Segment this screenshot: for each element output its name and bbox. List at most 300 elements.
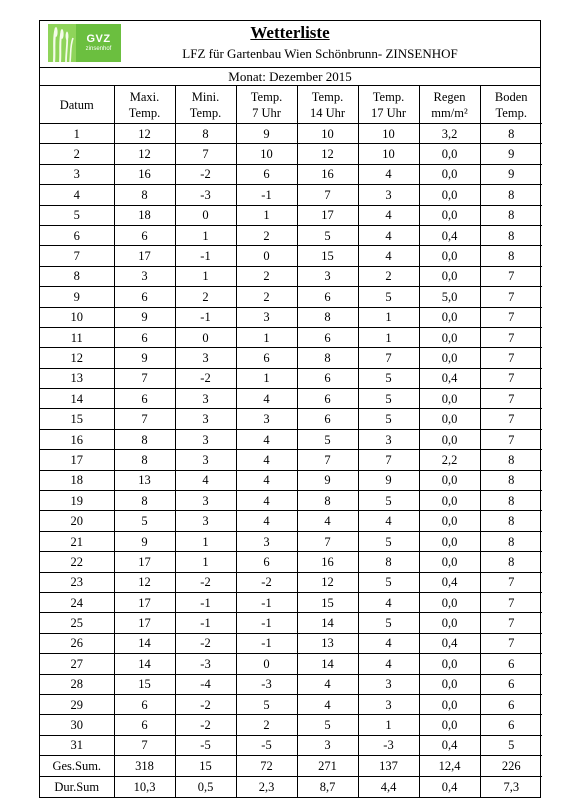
table-row xyxy=(40,368,542,388)
table-cell: 0,0 xyxy=(419,348,480,368)
table-cell: 1 xyxy=(175,225,236,245)
table-cell: 5 xyxy=(297,429,358,449)
table-cell: 5 xyxy=(297,715,358,735)
table-cell: 2,2 xyxy=(419,450,480,470)
table-cell: 24 xyxy=(40,592,114,612)
table-cell: 12 xyxy=(114,124,175,144)
table-cell: 7 xyxy=(358,450,419,470)
table-cell: 8 xyxy=(480,225,542,245)
table-cell: 0,0 xyxy=(419,266,480,286)
table-cell: 0,0 xyxy=(419,694,480,714)
table-cell: 8 xyxy=(114,450,175,470)
table-cell: 6 xyxy=(297,287,358,307)
table-row xyxy=(40,389,542,409)
table-cell: 3 xyxy=(40,164,114,184)
table-row xyxy=(40,327,542,347)
table-cell: 7 xyxy=(480,613,542,633)
table-cell: 0,5 xyxy=(175,777,236,798)
table-cell: 7 xyxy=(480,348,542,368)
table-cell: 8 xyxy=(480,470,542,490)
page-subtitle: LFZ für Gartenbau Wien Schönbrunn- ZINSENHOF xyxy=(182,46,458,61)
table-cell: 4 xyxy=(236,389,297,409)
table-cell: 4 xyxy=(236,450,297,470)
table-cell: 8 xyxy=(114,429,175,449)
table-cell: 17 xyxy=(114,552,175,572)
table-cell: 14 xyxy=(40,389,114,409)
table-cell: 5 xyxy=(358,389,419,409)
table-cell: 12 xyxy=(297,144,358,164)
table-cell: 0,0 xyxy=(419,409,480,429)
table-cell: 2 xyxy=(236,287,297,307)
table-header-row xyxy=(40,86,542,124)
table-cell: 3 xyxy=(358,185,419,205)
table-cell: 16 xyxy=(40,429,114,449)
column-header-line: Regen xyxy=(433,89,466,104)
table-cell: 0,0 xyxy=(419,185,480,205)
table-row xyxy=(40,144,542,164)
table-cell: 7 xyxy=(175,144,236,164)
table-cell: 19 xyxy=(40,491,114,511)
table-cell: 10 xyxy=(40,307,114,327)
table-cell: 8 xyxy=(480,531,542,551)
column-header xyxy=(480,86,542,124)
table-cell: 9 xyxy=(236,124,297,144)
table-cell: 7 xyxy=(114,735,175,755)
table-cell: 8 xyxy=(480,185,542,205)
table-cell: 5 xyxy=(297,225,358,245)
table-cell: 318 xyxy=(114,756,175,777)
table-cell: 7 xyxy=(480,633,542,653)
table-cell: 16 xyxy=(114,164,175,184)
table-cell: 29 xyxy=(40,694,114,714)
table-cell: 7 xyxy=(480,287,542,307)
table-cell: -3 xyxy=(236,674,297,694)
table-cell: 17 xyxy=(297,205,358,225)
table-cell: 9 xyxy=(297,470,358,490)
table-cell: -1 xyxy=(236,613,297,633)
table-cell: 5 xyxy=(358,572,419,592)
table-cell: 15 xyxy=(175,756,236,777)
table-cell: 20 xyxy=(40,511,114,531)
table-cell: 9 xyxy=(358,470,419,490)
table-cell: 0 xyxy=(175,205,236,225)
table-cell: 0,0 xyxy=(419,144,480,164)
table-cell: 1 xyxy=(358,327,419,347)
table-cell: 6 xyxy=(480,715,542,735)
table-cell: 4 xyxy=(236,470,297,490)
table-cell: -1 xyxy=(175,613,236,633)
column-header xyxy=(114,86,175,124)
table-cell: 0,0 xyxy=(419,327,480,347)
table-cell: 2 xyxy=(236,715,297,735)
table-cell: 4 xyxy=(358,225,419,245)
table-cell: 16 xyxy=(297,552,358,572)
table-row xyxy=(40,205,542,225)
column-header-line: Boden xyxy=(494,89,528,104)
table-row xyxy=(40,450,542,470)
table-row xyxy=(40,531,542,551)
table-row xyxy=(40,409,542,429)
table-cell: 0,0 xyxy=(419,511,480,531)
table-cell: 4 xyxy=(297,511,358,531)
table-cell: 0,0 xyxy=(419,470,480,490)
table-cell: 3 xyxy=(297,266,358,286)
table-cell: 3 xyxy=(175,429,236,449)
table-cell: 7,3 xyxy=(480,777,542,798)
table-cell: 5 xyxy=(358,409,419,429)
table-cell: 7 xyxy=(480,266,542,286)
table-cell: 8 xyxy=(480,205,542,225)
column-header-line: Temp. xyxy=(189,105,222,120)
table-cell: 9 xyxy=(480,164,542,184)
table-cell: 15 xyxy=(114,674,175,694)
table-cell: 7 xyxy=(297,450,358,470)
table-cell: 3 xyxy=(236,307,297,327)
summary-row xyxy=(40,756,542,777)
table-cell: 17 xyxy=(114,246,175,266)
table-cell: 0,4 xyxy=(419,572,480,592)
table-cell: 8 xyxy=(480,511,542,531)
table-cell: -5 xyxy=(236,735,297,755)
table-cell: 0,0 xyxy=(419,164,480,184)
table-cell: 8 xyxy=(297,307,358,327)
table-cell: 6 xyxy=(297,409,358,429)
table-cell: 5 xyxy=(358,491,419,511)
table-cell: 6 xyxy=(480,694,542,714)
table-cell: 8 xyxy=(480,491,542,511)
column-header xyxy=(358,86,419,124)
table-cell: 28 xyxy=(40,674,114,694)
column-header-line: mm/m² xyxy=(431,105,468,120)
table-cell: -2 xyxy=(175,368,236,388)
table-cell: 5 xyxy=(358,368,419,388)
table-cell: 4 xyxy=(175,470,236,490)
table-cell: 9 xyxy=(40,287,114,307)
table-cell: 8 xyxy=(480,246,542,266)
table-cell: -1 xyxy=(236,592,297,612)
table-cell: 10 xyxy=(358,124,419,144)
table-cell: 5,0 xyxy=(419,287,480,307)
table-cell: 0,0 xyxy=(419,307,480,327)
table-cell: 4 xyxy=(358,205,419,225)
table-cell: 0,0 xyxy=(419,552,480,572)
column-header-line: Temp. xyxy=(372,89,405,104)
table-cell: 1 xyxy=(358,307,419,327)
table-row xyxy=(40,592,542,612)
table-cell: 0,0 xyxy=(419,389,480,409)
table-cell: 7 xyxy=(297,531,358,551)
table-row xyxy=(40,307,542,327)
table-cell: 7 xyxy=(480,429,542,449)
table-cell: 8,7 xyxy=(297,777,358,798)
table-cell: 8 xyxy=(297,491,358,511)
table-cell: 7 xyxy=(40,246,114,266)
table-cell: 12 xyxy=(297,572,358,592)
table-row xyxy=(40,613,542,633)
table-cell: 0,4 xyxy=(419,777,480,798)
table-cell: 5 xyxy=(40,205,114,225)
table-cell: Dur.Sum xyxy=(40,777,114,798)
table-row xyxy=(40,225,542,245)
table-cell: 7 xyxy=(480,592,542,612)
column-header-line: Datum xyxy=(59,97,94,112)
table-cell: 226 xyxy=(480,756,542,777)
table-row xyxy=(40,552,542,572)
table-cell: 7 xyxy=(114,409,175,429)
table-cell: 25 xyxy=(40,613,114,633)
table-cell: 0 xyxy=(175,327,236,347)
table-cell: 8 xyxy=(175,124,236,144)
table-cell: 4 xyxy=(358,164,419,184)
column-header-line: 14 Uhr xyxy=(309,105,346,120)
table-cell: 4 xyxy=(297,674,358,694)
table-cell: 7 xyxy=(358,348,419,368)
table-row xyxy=(40,694,542,714)
table-cell: 7 xyxy=(480,389,542,409)
table-cell: 4 xyxy=(40,185,114,205)
table-cell: 3 xyxy=(297,735,358,755)
table-row xyxy=(40,735,542,755)
table-cell: 3,2 xyxy=(419,124,480,144)
column-header-line: 7 Uhr xyxy=(252,105,281,120)
table-row xyxy=(40,491,542,511)
table-cell: 8 xyxy=(480,552,542,572)
table-cell: 18 xyxy=(40,470,114,490)
column-header-line: Maxi. xyxy=(129,89,160,104)
table-row xyxy=(40,429,542,449)
table-cell: 6 xyxy=(297,327,358,347)
column-header-line: Temp. xyxy=(250,89,283,104)
column-header-line: Mini. xyxy=(191,89,220,104)
weather-table xyxy=(40,86,542,797)
table-cell: 12 xyxy=(114,572,175,592)
logo-tagline: zinsenhof xyxy=(85,46,112,52)
table-cell: 4 xyxy=(236,511,297,531)
table-cell: 8 xyxy=(480,124,542,144)
table-row xyxy=(40,633,542,653)
table-cell: 2 xyxy=(358,266,419,286)
table-cell: 2 xyxy=(40,144,114,164)
table-cell: 12 xyxy=(114,144,175,164)
table-cell: 7 xyxy=(480,409,542,429)
table-cell: 5 xyxy=(480,735,542,755)
table-cell: 8 xyxy=(40,266,114,286)
table-cell: 72 xyxy=(236,756,297,777)
table-cell: 1 xyxy=(175,552,236,572)
column-header xyxy=(40,86,114,124)
table-cell: -5 xyxy=(175,735,236,755)
table-cell: 6 xyxy=(236,348,297,368)
table-row xyxy=(40,246,542,266)
table-cell: 4 xyxy=(358,511,419,531)
table-cell: -3 xyxy=(175,654,236,674)
table-cell: 0,0 xyxy=(419,205,480,225)
table-cell: 137 xyxy=(358,756,419,777)
table-row xyxy=(40,470,542,490)
table-cell: 6 xyxy=(236,164,297,184)
table-cell: 2 xyxy=(236,225,297,245)
table-cell: 16 xyxy=(297,164,358,184)
table-row xyxy=(40,511,542,531)
table-cell: -3 xyxy=(358,735,419,755)
table-row xyxy=(40,185,542,205)
table-cell: 5 xyxy=(114,511,175,531)
table-cell: 30 xyxy=(40,715,114,735)
month-label: Monat: Dezember 2015 xyxy=(40,68,540,86)
table-cell: 6 xyxy=(114,389,175,409)
table-cell: 5 xyxy=(358,287,419,307)
table-cell: 9 xyxy=(114,531,175,551)
table-cell: 9 xyxy=(114,307,175,327)
summary-row xyxy=(40,777,542,798)
page-title: Wetterliste xyxy=(250,23,330,42)
table-cell: -1 xyxy=(175,307,236,327)
table-cell: 3 xyxy=(114,266,175,286)
table-cell: -2 xyxy=(175,572,236,592)
table-cell: 0,4 xyxy=(419,735,480,755)
table-cell: 0,0 xyxy=(419,674,480,694)
table-cell: 0,4 xyxy=(419,633,480,653)
table-cell: 4 xyxy=(358,246,419,266)
column-header-line: 17 Uhr xyxy=(370,105,407,120)
table-cell: 14 xyxy=(297,613,358,633)
table-cell: -4 xyxy=(175,674,236,694)
table-cell: 3 xyxy=(175,491,236,511)
sheet-header xyxy=(40,21,540,68)
table-cell: 2 xyxy=(175,287,236,307)
table-cell: 4,4 xyxy=(358,777,419,798)
table-cell: 3 xyxy=(175,409,236,429)
table-cell: 9 xyxy=(114,348,175,368)
column-header-line: Temp. xyxy=(311,89,344,104)
table-cell: 6 xyxy=(114,715,175,735)
table-row xyxy=(40,287,542,307)
table-cell: 1 xyxy=(175,531,236,551)
table-cell: 17 xyxy=(40,450,114,470)
table-cell: 3 xyxy=(175,511,236,531)
table-cell: -1 xyxy=(175,246,236,266)
table-cell: -2 xyxy=(175,715,236,735)
table-cell: -1 xyxy=(236,633,297,653)
table-cell: 14 xyxy=(114,654,175,674)
logo-wordmark: GVZ xyxy=(86,33,111,45)
table-cell: 4 xyxy=(236,491,297,511)
table-cell: 1 xyxy=(40,124,114,144)
column-header xyxy=(236,86,297,124)
column-header xyxy=(419,86,480,124)
table-cell: 8 xyxy=(114,491,175,511)
table-cell: 2,3 xyxy=(236,777,297,798)
table-cell: 17 xyxy=(114,592,175,612)
table-cell: 0,0 xyxy=(419,715,480,735)
table-cell: 13 xyxy=(114,470,175,490)
table-cell: 4 xyxy=(236,429,297,449)
table-cell: 11 xyxy=(40,327,114,347)
table-cell: 12,4 xyxy=(419,756,480,777)
table-row xyxy=(40,348,542,368)
table-cell: 0,0 xyxy=(419,654,480,674)
table-cell: 4 xyxy=(297,694,358,714)
table-cell: 17 xyxy=(114,613,175,633)
table-cell: 6 xyxy=(114,225,175,245)
table-cell: 3 xyxy=(175,389,236,409)
table-cell: 31 xyxy=(40,735,114,755)
table-cell: 1 xyxy=(175,266,236,286)
table-cell: -3 xyxy=(175,185,236,205)
column-header xyxy=(297,86,358,124)
table-row xyxy=(40,124,542,144)
table-cell: 0 xyxy=(236,654,297,674)
table-cell: 1 xyxy=(236,205,297,225)
weather-sheet xyxy=(39,20,541,798)
table-cell: 6 xyxy=(114,694,175,714)
table-cell: -2 xyxy=(175,164,236,184)
table-cell: 1 xyxy=(236,368,297,388)
table-cell: 14 xyxy=(114,633,175,653)
table-cell: 3 xyxy=(358,674,419,694)
table-cell: 1 xyxy=(358,715,419,735)
table-row xyxy=(40,572,542,592)
table-cell: 13 xyxy=(40,368,114,388)
table-cell: Ges.Sum. xyxy=(40,756,114,777)
table-cell: 0,0 xyxy=(419,491,480,511)
table-cell: 9 xyxy=(480,144,542,164)
column-header-line: Temp. xyxy=(495,105,527,120)
table-cell: 21 xyxy=(40,531,114,551)
table-cell: -1 xyxy=(175,592,236,612)
table-cell: 6 xyxy=(480,674,542,694)
table-cell: 3 xyxy=(358,694,419,714)
table-cell: 7 xyxy=(480,307,542,327)
table-cell: 7 xyxy=(480,368,542,388)
table-cell: 6 xyxy=(297,368,358,388)
table-cell: 0,4 xyxy=(419,225,480,245)
table-cell: 0,4 xyxy=(419,368,480,388)
table-cell: 12 xyxy=(40,348,114,368)
table-cell: 0,0 xyxy=(419,592,480,612)
table-cell: 3 xyxy=(236,409,297,429)
table-cell: 10 xyxy=(297,124,358,144)
table-cell: -1 xyxy=(236,185,297,205)
table-row xyxy=(40,715,542,735)
table-cell: 4 xyxy=(358,592,419,612)
table-row xyxy=(40,266,542,286)
table-cell: 3 xyxy=(358,429,419,449)
table-cell: 14 xyxy=(297,654,358,674)
table-cell: 0,0 xyxy=(419,531,480,551)
table-cell: -2 xyxy=(175,694,236,714)
table-cell: 6 xyxy=(236,552,297,572)
table-cell: 4 xyxy=(358,654,419,674)
table-cell: 1 xyxy=(236,327,297,347)
table-cell: 23 xyxy=(40,572,114,592)
table-cell: 5 xyxy=(358,613,419,633)
table-cell: 7 xyxy=(114,368,175,388)
column-header xyxy=(175,86,236,124)
table-cell: 3 xyxy=(236,531,297,551)
table-cell: 0 xyxy=(236,246,297,266)
table-cell: 3 xyxy=(175,348,236,368)
table-cell: 10 xyxy=(236,144,297,164)
table-cell: 2 xyxy=(236,266,297,286)
table-cell: 6 xyxy=(114,287,175,307)
table-cell: 18 xyxy=(114,205,175,225)
table-cell: 15 xyxy=(297,592,358,612)
table-cell: 8 xyxy=(114,185,175,205)
table-cell: 15 xyxy=(297,246,358,266)
table-cell: 6 xyxy=(114,327,175,347)
table-cell: 27 xyxy=(40,654,114,674)
